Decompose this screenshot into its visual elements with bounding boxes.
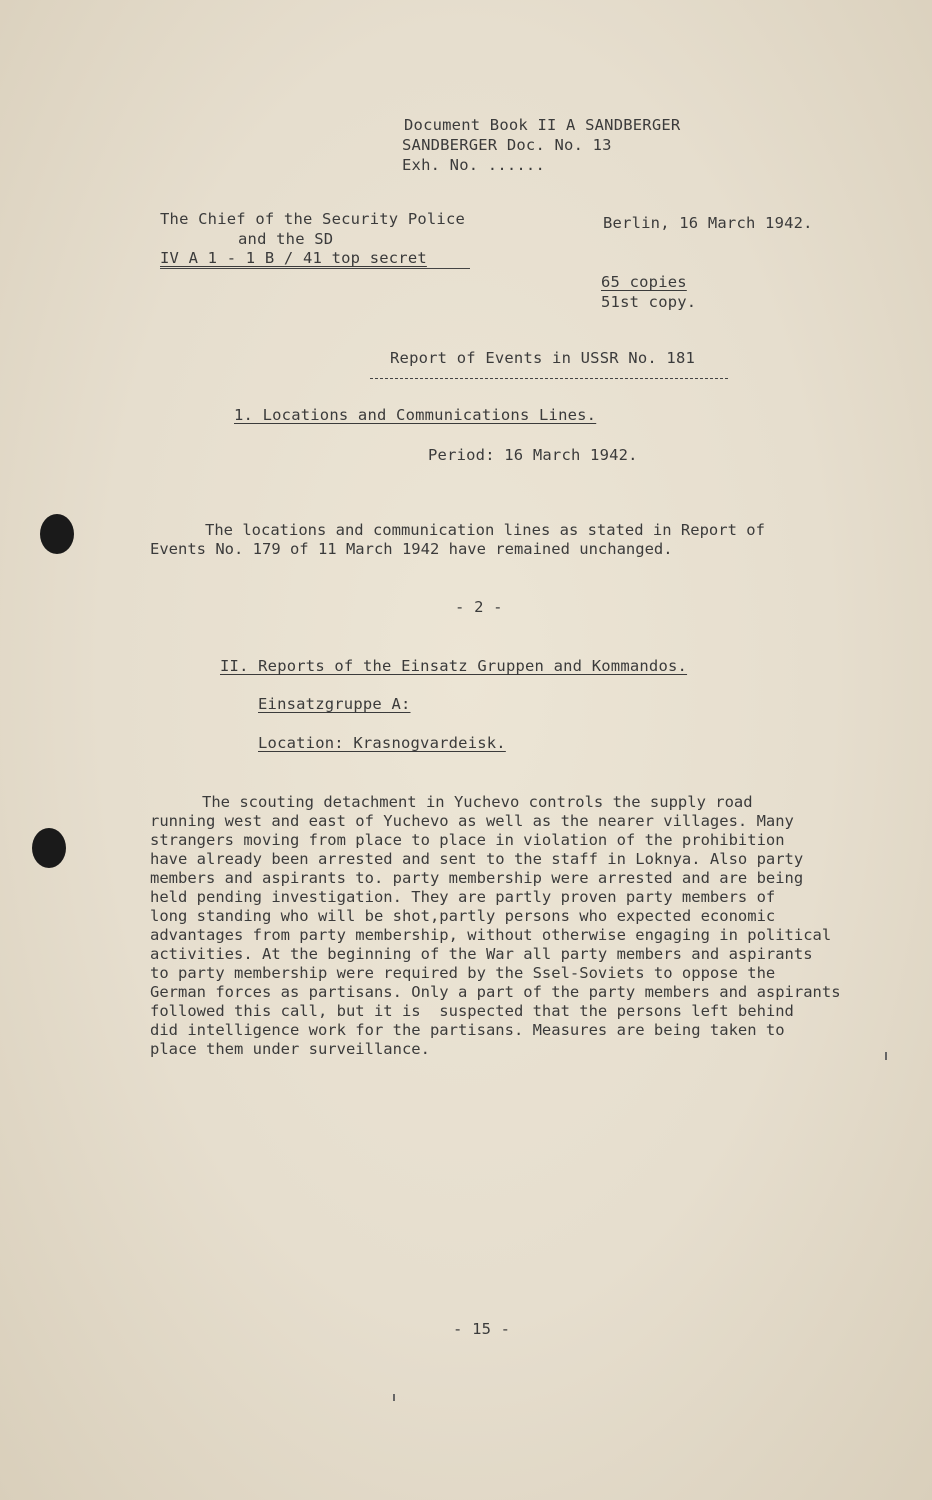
paragraph-line: running west and east of Yuchevo as well as the nearer villages. Many xyxy=(150,812,794,830)
paragraph-line: strangers moving from place to place in violation of the prohibition xyxy=(150,831,785,849)
doc-no-line: SANDBERGER Doc. No. 13 xyxy=(402,136,612,154)
einsatzgruppe-label: Einsatzgruppe A: xyxy=(258,695,411,713)
paragraph-line: long standing who will be shot,partly persons who expected economic xyxy=(150,907,776,925)
section1-paragraph xyxy=(150,521,870,559)
section1-heading: 1. Locations and Communications Lines. xyxy=(234,406,597,424)
paragraph-line: German forces as partisans. Only a part of the party members and aspirants xyxy=(150,983,841,1001)
reference-underline xyxy=(160,268,470,269)
paragraph-line: to party membership were required by the Ssel-Soviets to oppose the xyxy=(150,964,776,982)
paragraph-line: members and aspirants to. party membership were arrested and are being xyxy=(150,869,804,887)
punch-hole-top xyxy=(40,514,74,554)
doc-book-line: Document Book II A SANDBERGER xyxy=(404,116,681,134)
paragraph-line: Events No. 179 of 11 March 1942 have remained unchanged. xyxy=(150,540,673,558)
stray-mark xyxy=(393,1394,395,1401)
paragraph-line: place them under surveillance. xyxy=(150,1040,430,1058)
sender-line-1: The Chief of the Security Police xyxy=(160,210,466,228)
section2-paragraph xyxy=(150,793,870,1059)
paragraph-line: advantages from party membership, without otherwise engaging in political xyxy=(150,926,832,944)
sender-line-2: and the SD xyxy=(238,230,334,248)
reference-number: IV A 1 - 1 B / 41 top secret xyxy=(160,249,427,267)
paragraph-line: The scouting detachment in Yuchevo controls the supply road xyxy=(202,793,753,811)
location-label: Location: Krasnogvardeisk. xyxy=(258,734,506,752)
copy-number: 51st copy. xyxy=(601,293,697,311)
punch-hole-bottom xyxy=(32,828,66,868)
paragraph-line: activities. At the beginning of the War all party members and aspirants xyxy=(150,945,813,963)
title-dashed-rule xyxy=(370,378,728,379)
margin-tick xyxy=(885,1052,887,1060)
paragraph-line: have already been arrested and sent to the staff in Loknya. Also party xyxy=(150,850,804,868)
paragraph-line: followed this call, but it is suspected that the persons left behind xyxy=(150,1002,794,1020)
period-line: Period: 16 March 1942. xyxy=(428,446,638,464)
paragraph-line: held pending investigation. They are partly proven party members of xyxy=(150,888,776,906)
exh-no-line: Exh. No. ...... xyxy=(402,156,545,174)
copies-count: 65 copies xyxy=(601,273,687,291)
footer-page-number: - 15 - xyxy=(453,1320,511,1338)
report-title: Report of Events in USSR No. 181 xyxy=(390,349,696,367)
page-marker: - 2 - xyxy=(455,598,503,616)
dateline: Berlin, 16 March 1942. xyxy=(603,214,813,232)
section2-heading: II. Reports of the Einsatz Gruppen and Kommandos. xyxy=(220,657,688,675)
paragraph-line: did intelligence work for the partisans. Measures are being taken to xyxy=(150,1021,785,1039)
paragraph-line: The locations and communication lines as stated in Report of xyxy=(205,521,765,539)
